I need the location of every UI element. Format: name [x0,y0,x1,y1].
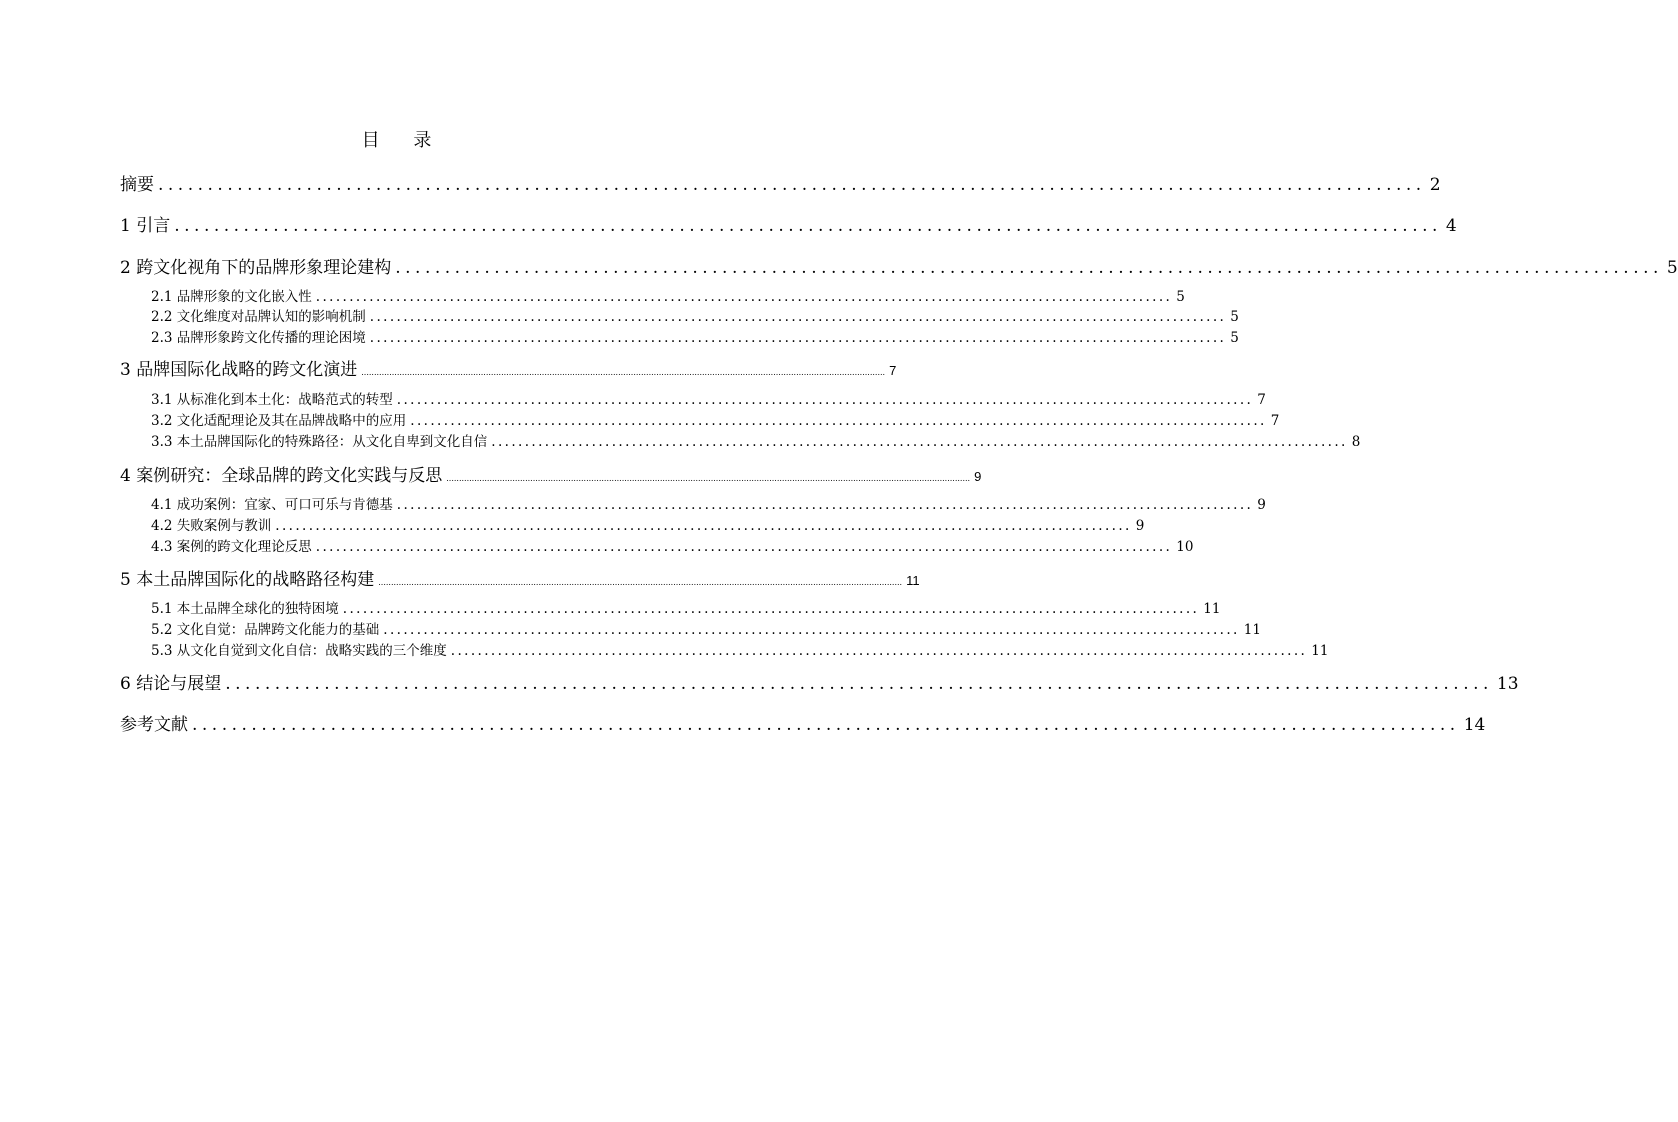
toc-entry-page: 7 [1257,392,1266,408]
toc-entry-label: 4.2 失败案例与教训 [151,518,272,534]
toc-entry-page: 2 [1429,175,1441,195]
toc-entry-page: 5 [1230,309,1239,325]
toc-entry-page: 7 [889,363,897,378]
toc-leader-dots: ................................................................................................................................ [275,518,1132,534]
toc-entry-label: 5.2 文化自觉：品牌跨文化能力的基础 [151,622,380,638]
toc-leader-dots: ................................................................................................................................ [396,392,1254,408]
toc-entry-section-5-1[interactable] [151,597,1221,617]
toc-entry-abstract[interactable] [120,170,1441,195]
toc-leader-dots: ................................................................................................................................ [383,622,1240,638]
toc-leader-dots: ................................................................................................................................ [369,309,1227,325]
toc-leader-dots: ................................................................................................................................ [225,674,1493,694]
toc-entry-section-2-2[interactable] [151,305,1239,325]
toc-leader-dots: .............................................................................................................................................................................................................. [378,578,903,587]
toc-entry-page: 11 [1203,601,1221,617]
toc-entry-section-3-1[interactable] [151,388,1266,408]
toc-entry-label: 3.3 本土品牌国际化的特殊路径：从文化自卑到文化自信 [151,434,488,450]
toc-leader-dots: .............................................................................................................................................................................................................. [446,474,971,483]
toc-entry-section-5-2[interactable] [151,618,1261,638]
toc-entry-page: 8 [1351,434,1361,450]
toc-entry-page: 5 [1230,330,1239,346]
toc-entry-page: 11 [1243,622,1261,638]
toc-entry-chapter-2[interactable] [120,253,1678,278]
toc-title: 目 录 [361,130,446,151]
toc-leader-dots: ................................................................................................................................ [174,216,1442,236]
toc-entry-label: 4.1 成功案例：宜家、可口可乐与肯德基 [151,497,393,513]
toc-entry-label: 2.2 文化维度对品牌认知的影响机制 [151,309,366,325]
toc-entry-section-4-3[interactable] [151,535,1194,555]
toc-leader-dots: ................................................................................................................................ [395,258,1663,278]
toc-entry-label: 5.1 本土品牌全球化的独特困境 [151,601,339,617]
toc-entry-page: 9 [1257,497,1266,513]
toc-entry-section-3-3[interactable] [151,430,1361,450]
toc-entry-page: 9 [974,469,982,484]
toc-entry-label: 5.3 从文化自觉到文化自信：战略实践的三个维度 [151,643,447,659]
toc-leader-dots: ................................................................................................................................ [192,715,1460,735]
toc-entry-page: 9 [1135,518,1145,534]
toc-leader-dots: ................................................................................................................................ [369,330,1227,346]
toc-entry-section-5-3[interactable] [151,639,1329,659]
toc-entry-label: 4 案例研究：全球品牌的跨文化实践与反思 [120,466,443,486]
toc-entry-page: 5 [1666,258,1678,278]
toc-entry-label: 参考文献 [120,715,188,735]
toc-entry-section-4-1[interactable] [151,493,1266,513]
toc-leader-dots: ................................................................................................................................ [315,539,1173,555]
toc-entry-label: 6 结论与展望 [120,674,222,694]
toc-leader-dots: ................................................................................................................................ [410,413,1267,429]
toc-entry-chapter-6[interactable] [120,669,1519,694]
toc-entry-label: 2 跨文化视角下的品牌形象理论建构 [120,258,392,278]
toc-entry-page: 13 [1496,674,1519,694]
toc-entry-label: 2.1 品牌形象的文化嵌入性 [151,289,312,305]
toc-leader-dots: ................................................................................................................................ [158,175,1426,195]
toc-entry-page: 10 [1176,539,1194,555]
toc-entry-label: 3 品牌国际化战略的跨文化演进 [120,360,358,380]
toc-entry-page: 11 [906,573,920,588]
toc-entry-section-3-2[interactable] [151,409,1280,429]
toc-entry-section-2-1[interactable] [151,285,1185,305]
toc-leader-dots: ................................................................................................................................ [450,643,1308,659]
toc-entry-page: 7 [1270,413,1280,429]
toc-entry-section-4-2[interactable] [151,514,1145,534]
toc-entry-chapter-1[interactable] [120,211,1457,236]
toc-entry-label: 3.1 从标准化到本土化：战略范式的转型 [151,392,393,408]
toc-entry-label: 5 本土品牌国际化的战略路径构建 [120,570,375,590]
toc-entry-label: 3.2 文化适配理论及其在品牌战略中的应用 [151,413,407,429]
toc-leader-dots: ................................................................................................................................ [396,497,1254,513]
toc-entry-page: 4 [1445,216,1457,236]
toc-entry-chapter-4[interactable] [120,461,982,486]
toc-entry-label: 2.3 品牌形象跨文化传播的理论困境 [151,330,366,346]
toc-entry-page: 5 [1176,289,1185,305]
toc-leader-dots: .............................................................................................................................................................................................................. [361,368,886,377]
toc-entry-chapter-5[interactable] [120,565,920,590]
toc-leader-dots: ................................................................................................................................ [342,601,1200,617]
toc-leader-dots: ................................................................................................................................ [315,289,1173,305]
toc-leader-dots: ................................................................................................................................ [491,434,1348,450]
toc-entry-chapter-3[interactable] [120,355,897,380]
toc-entry-page: 11 [1311,643,1329,659]
toc-entry-references[interactable] [120,710,1486,735]
toc-entry-page: 14 [1463,715,1486,735]
toc-entry-label: 摘要 [120,175,154,195]
toc-entry-section-2-3[interactable] [151,326,1239,346]
toc-entry-label: 1 引言 [120,216,171,236]
toc-entry-label: 4.3 案例的跨文化理论反思 [151,539,312,555]
